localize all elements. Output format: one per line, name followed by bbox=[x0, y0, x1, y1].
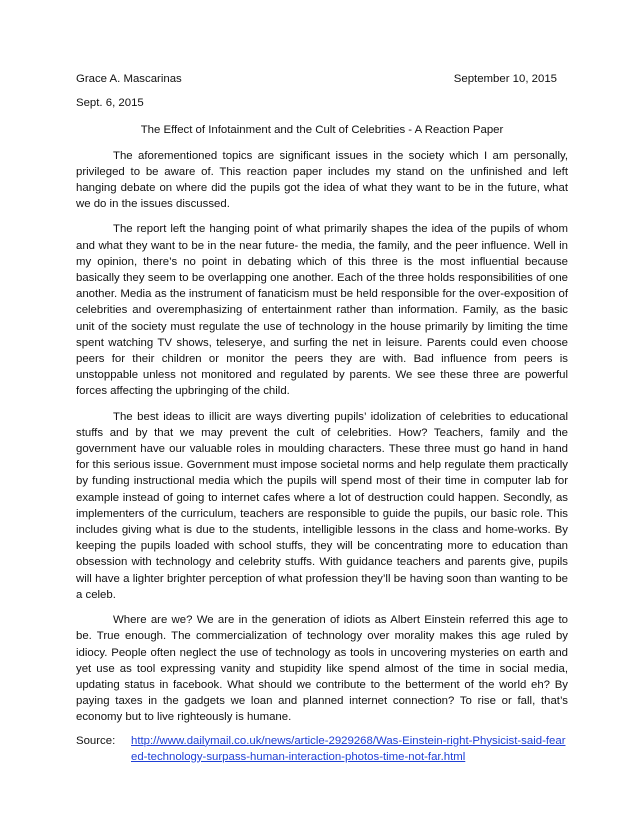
paragraph-4: Where are we? We are in the generation of idiots as Albert Einstein referred this age to be. True enough. The commercialization of technology over morality makes this age ruled by idiocy. People often neglect the use of technology as tools in uncovering mysteries on earth and yet use as tool expressing vanity and stupidity like spend almost of the time in social media, updating status in facebook. What should we contribute to the betterment of the world eh? By paying taxes in the gadgets we loan and planned internet connection? To rise or fall, that’s economy but to live righteously is humane. bbox=[76, 614, 568, 724]
source-label: Source: bbox=[76, 734, 116, 747]
header-date: September 10, 2015 bbox=[453, 73, 557, 85]
date-line: Sept. 6, 2015 bbox=[76, 97, 144, 110]
source-link[interactable]: http://www.dailymail.co.uk/news/article-2929268/Was-Einstein-right-Physicist-said-feared-technology-surpass-human-interaction-photos-time-not-far.html bbox=[131, 734, 566, 763]
author-name: Grace A. Mascarinas bbox=[76, 73, 182, 85]
paragraph-3: The best ideas to illicit are ways diverting pupils’ idolization of celebrities to educational stuffs and by that we may prevent the cult of celebrities. How? Teachers, family and the government have our valuable roles in moulding characters. These three must go hand in hand for this serious issue. Government must impose societal norms and help regulate them practically by funding instructional media which the pupils will spend most of their time in computer lab for example instead of going to internet cafes where a lot of destruction could happen. Secondly, as implementers of the curriculum, teachers are responsible to guide the pupils, our basic role. This includes giving what is due to the students, intelligible lessons in the class and home-works. By keeping the pupils loaded with school stuffs, they will be concentrating more to education than obsession with technology and celebrity stuffs. With guidance teachers and parents give, pupils will have a lighter brighter perception of what profession they’ll be having soon than wanting to be a celeb. bbox=[76, 410, 568, 601]
source-row bbox=[76, 733, 568, 765]
paragraph-1: The aforementioned topics are significant issues in the society which I am personally, privileged to be aware of. This reaction paper includes my stand on the unfinished and left hanging debate on where did the pupils got the idea of what they want to be in the future, what we do in the issues discussed. bbox=[76, 149, 568, 211]
paper-title: The Effect of Infotainment and the Cult of Celebrities - A Reaction Paper bbox=[140, 124, 504, 137]
header-row bbox=[76, 71, 568, 87]
paragraph-2: The report left the hanging point of what primarily shapes the idea of the pupils of whom and what they want to be in the near future- the media, the family, and the peer influence. Well in my opinion, there’s no point in debating which of this three is the most influential because basically they seem to be overlapping one another. Each of the three holds responsibilities of one another. Media as the instrument of fanaticism must be held responsible for the over-exposition of celebrities and overemphasizing of entertainment rather than information. Family, as the basic unit of the society must regulate the use of technology in the house primarily by limiting the time spent watching TV shows, teleserye, and surfing the net in leisure. Parents could even choose peers for their children or monitor the peers they are with. Bad influence from peers is unstoppable unless not monitored and regulated by parents. We see these three are powerful forces affecting the upbringing of the child. bbox=[76, 223, 568, 398]
